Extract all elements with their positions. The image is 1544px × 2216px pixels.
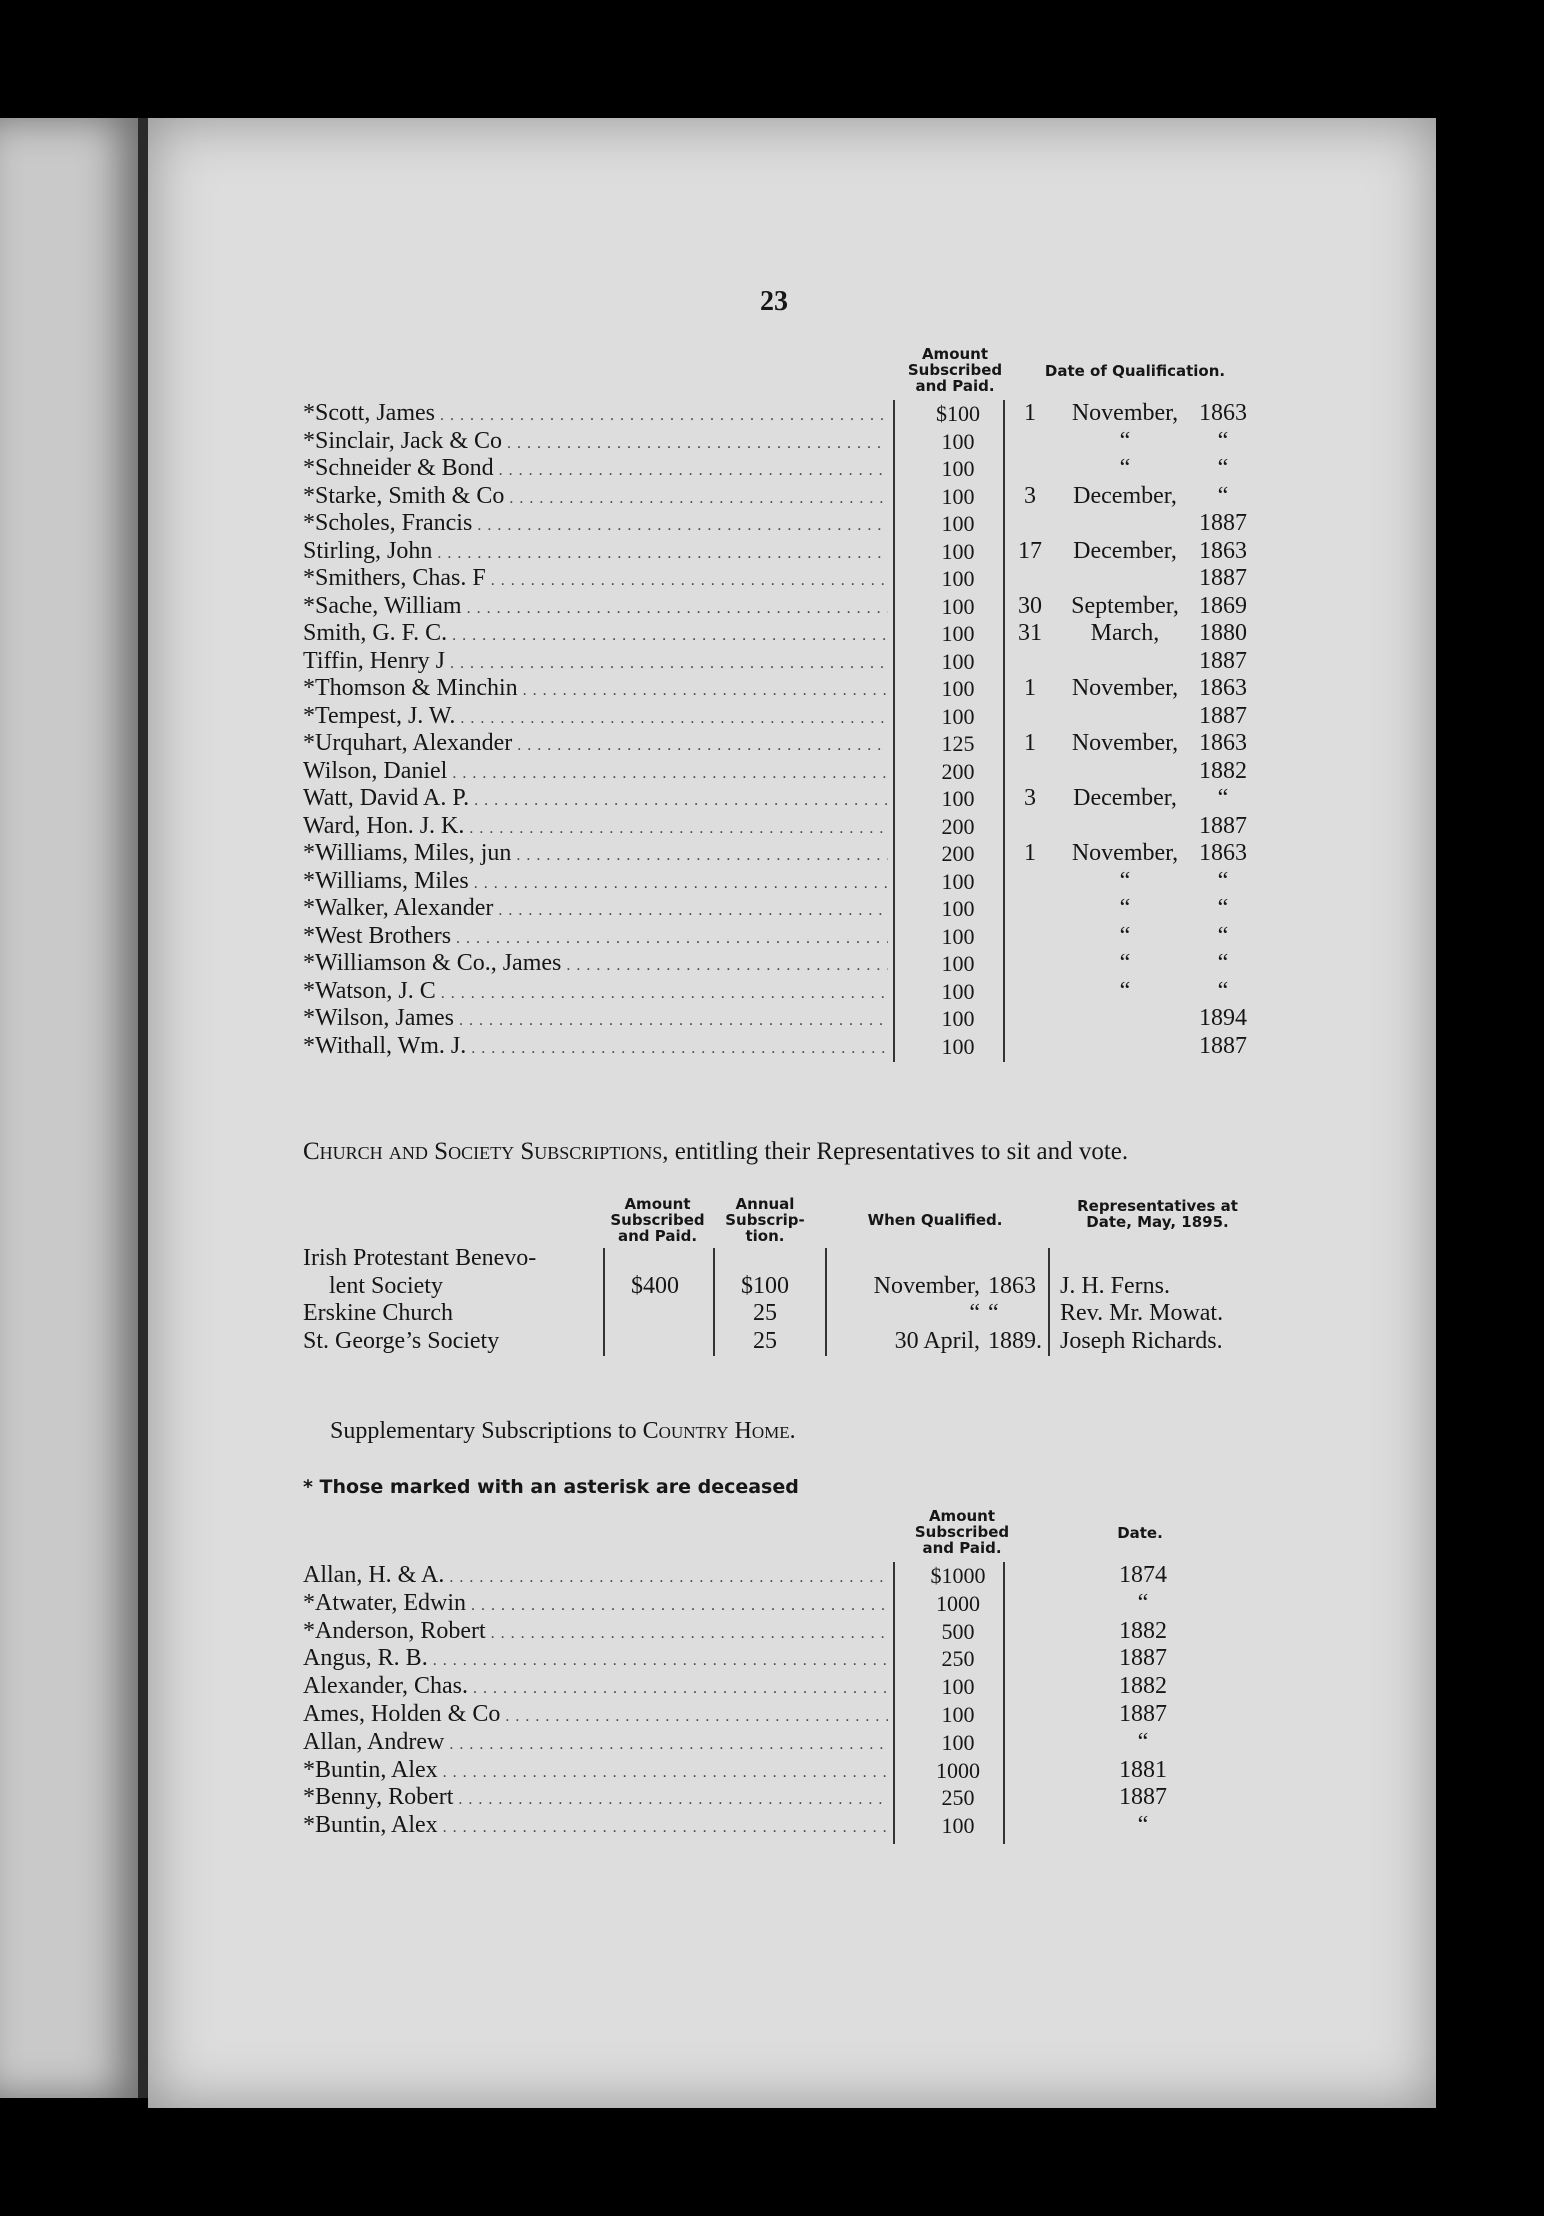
subscriber-name: *Scholes, Francis . . .: [303, 510, 888, 539]
subscriber-name: *Buntin, Alex . . .: [303, 1757, 888, 1786]
amount-value: 100: [941, 648, 975, 674]
subscriber-name: Stirling, John . . .: [303, 538, 888, 567]
when-qualified: November,: [873, 1272, 980, 1299]
subscription-date: “: [1137, 1728, 1149, 1755]
amount-value: 250: [941, 1646, 975, 1672]
subscriber-name: Smith, G. F. C. . . .: [303, 620, 888, 649]
qualification-month: “: [1119, 427, 1131, 454]
subscriber-name: *Buntin, Alex . . .: [303, 1812, 888, 1841]
table-row: [303, 593, 1253, 620]
church-annual-header: Annual Subscrip- tion.: [725, 1195, 805, 1245]
qualification-year: “: [1217, 895, 1229, 921]
table-row: [303, 620, 1253, 647]
amount-value: 200: [941, 758, 975, 784]
amount-value: 200: [941, 813, 975, 839]
amount-value: 100: [941, 951, 975, 976]
table-row: [303, 1562, 1253, 1589]
table-row: [303, 813, 1253, 840]
qualification-day: 17: [1018, 537, 1042, 564]
qualification-month: “: [1119, 867, 1131, 894]
subscriber-name: *Sache, William . . .: [303, 593, 888, 622]
table-row: [303, 1033, 1253, 1060]
subscriber-name: Allan, Andrew . . .: [303, 1729, 888, 1758]
when-qualified-year: “: [988, 1300, 999, 1326]
table-row: [303, 1005, 1253, 1032]
subscriber-name: *Sinclair, Jack & Co . . .: [303, 428, 888, 457]
subscriber-name: *Thomson & Minchin . . .: [303, 675, 888, 704]
facing-page-edge: [0, 118, 140, 2098]
table-row: [303, 400, 1253, 427]
amount-value: 100: [941, 703, 975, 729]
qualification-day: 1: [1024, 840, 1036, 866]
church-amount-header: Amount Subscribed and Paid.: [610, 1195, 705, 1245]
society-annual: 25: [753, 1327, 777, 1354]
table-row: [303, 950, 1253, 977]
subscriber-name: Watt, David A. P. . . .: [303, 785, 888, 814]
amount-value: 100: [941, 566, 975, 591]
subscriber-name: *Schneider & Bond . . .: [303, 455, 888, 484]
qualification-day: 30: [1018, 592, 1042, 619]
society-amount: $400: [631, 1272, 679, 1299]
qualification-year: 1863: [1199, 730, 1247, 756]
qualification-year: 1863: [1199, 537, 1247, 564]
society-name: Erskine Church: [303, 1300, 453, 1326]
qualification-year: “: [1217, 482, 1229, 509]
subscriber-name: *Withall, Wm. J. . . .: [303, 1033, 888, 1062]
subscription-date: 1881: [1119, 1756, 1167, 1783]
qualification-year: 1863: [1199, 675, 1247, 701]
table-row: [303, 675, 1253, 702]
subscriber-name: Alexander, Chas. . . .: [303, 1673, 888, 1702]
qualification-year: 1887: [1199, 702, 1247, 729]
church-reps-header: Representatives at Date, May, 1895.: [1077, 1197, 1238, 1231]
society-annual: $100: [741, 1272, 789, 1299]
table-row: [303, 1673, 1253, 1700]
subscriber-name: *Starke, Smith & Co . . .: [303, 483, 888, 512]
qualification-month: “: [1119, 455, 1131, 481]
supp-amount-header: Amount Subscribed and Paid.: [914, 1507, 1010, 1557]
date-column-header: Date of Qualification.: [1044, 362, 1226, 380]
church-section-title-caps: Church and Society Subscriptions,: [303, 1138, 669, 1165]
table-row: [303, 895, 1253, 922]
qualification-year: 1882: [1199, 757, 1247, 784]
qualification-year: 1880: [1199, 620, 1247, 646]
church-when-header: When Qualified.: [867, 1211, 1003, 1229]
subscriber-name: *Urquhart, Alexander . . .: [303, 730, 888, 759]
qualification-month: November,: [1071, 675, 1179, 701]
representative: Rev. Mr. Mowat.: [1060, 1300, 1224, 1326]
table-row: [303, 510, 1253, 537]
subscriber-name: *Walker, Alexander . . .: [303, 895, 888, 924]
table-row: [303, 1757, 1253, 1784]
qualification-month: “: [1119, 922, 1131, 949]
table-row: [303, 923, 1253, 950]
table-row: [303, 730, 1253, 757]
qualification-day: 1: [1024, 400, 1036, 426]
qualification-year: 1887: [1199, 1032, 1247, 1059]
amount-value: 1000: [936, 1590, 980, 1616]
subscriber-name: Wilson, Daniel . . .: [303, 758, 888, 787]
amount-value: 100: [941, 676, 975, 701]
when-qualified-year: 1889.: [988, 1327, 1042, 1354]
subscriber-name: *Williams, Miles, jun . . .: [303, 840, 888, 869]
amount-value: 100: [941, 1674, 975, 1700]
qualification-month: December,: [1073, 785, 1177, 811]
subscription-date: 1882: [1119, 1617, 1167, 1644]
qualification-month: November,: [1071, 840, 1179, 866]
subscription-date: “: [1137, 1589, 1149, 1616]
amount-value: 100: [941, 621, 975, 646]
when-qualified: “: [969, 1300, 980, 1326]
qualification-year: 1887: [1199, 510, 1247, 536]
amount-value: 100: [941, 1729, 975, 1755]
amount-value: 100: [941, 978, 975, 1004]
qualification-month: November,: [1071, 400, 1179, 426]
subscriber-name: *West Brothers . . .: [303, 923, 888, 952]
table-row: [303, 1299, 1253, 1327]
subscription-date: 1887: [1119, 1701, 1167, 1727]
amount-value: 100: [941, 483, 975, 509]
qualification-month: “: [1119, 950, 1131, 976]
amount-value: 100: [941, 1033, 975, 1059]
qualification-year: 1887: [1199, 647, 1247, 674]
qualification-month: March,: [1090, 620, 1160, 646]
qualification-month: “: [1119, 895, 1131, 921]
table-row: [303, 1812, 1253, 1839]
amount-value: $1000: [930, 1563, 986, 1588]
qualification-year: 1887: [1199, 565, 1247, 591]
amount-value: 100: [941, 786, 975, 811]
qualification-year: 1869: [1199, 592, 1247, 619]
qualification-year: 1887: [1199, 812, 1247, 839]
subscriber-name: Allan, H. & A. . . .: [303, 1562, 888, 1591]
table-row: [303, 1645, 1253, 1672]
table-row: [303, 1327, 1253, 1355]
amount-value: 100: [941, 593, 975, 619]
qualification-year: 1863: [1199, 400, 1247, 426]
table-row: [303, 538, 1253, 565]
amount-value: 250: [941, 1785, 975, 1811]
church-section-title: [303, 1138, 1128, 1166]
subscription-date: 1887: [1119, 1784, 1167, 1811]
qualification-year: “: [1217, 977, 1229, 1004]
subscriber-name: Tiffin, Henry J . . .: [303, 648, 888, 677]
qualification-year: 1894: [1199, 1005, 1247, 1031]
table-row: [303, 1590, 1253, 1617]
amount-value: 100: [941, 868, 975, 894]
supplementary-title: [330, 1418, 796, 1445]
society-name: St. George’s Society: [303, 1327, 500, 1354]
qualification-year: “: [1217, 455, 1229, 481]
table-row: [303, 483, 1253, 510]
table-row: [303, 648, 1253, 675]
subscription-date: 1882: [1119, 1673, 1167, 1700]
qualification-day: 31: [1018, 620, 1042, 646]
table-row: [303, 1272, 1253, 1300]
society-name: Irish Protestant Benevo-: [303, 1245, 537, 1271]
qualification-day: 1: [1024, 730, 1036, 756]
table-row: [303, 455, 1253, 482]
subscriber-name: *Smithers, Chas. F . . .: [303, 565, 888, 594]
when-qualified-year: 1863: [988, 1272, 1036, 1299]
subscriber-name: *Scott, James . . .: [303, 400, 888, 429]
representative: J. H. Ferns.: [1060, 1272, 1171, 1299]
amount-value: 100: [941, 923, 975, 949]
qualification-year: “: [1217, 922, 1229, 949]
subscriber-name: Angus, R. B. . . .: [303, 1645, 888, 1674]
table-row: [303, 1244, 1253, 1272]
subscriber-name: *Watson, J. C . . .: [303, 978, 888, 1007]
table-row: [303, 1618, 1253, 1645]
amount-value: 100: [941, 511, 975, 536]
qualification-month: December,: [1073, 537, 1177, 564]
amount-value: 125: [941, 731, 975, 756]
table-row: [303, 1729, 1253, 1756]
amount-column-header: Amount Subscribed and Paid.: [907, 345, 1003, 395]
page-number: 23: [760, 286, 788, 317]
subscription-date: 1887: [1119, 1645, 1167, 1672]
table-row: [303, 978, 1253, 1005]
when-qualified: 30 April,: [894, 1327, 980, 1354]
representative: Joseph Richards.: [1060, 1327, 1223, 1354]
qualification-month: September,: [1071, 592, 1179, 619]
amount-value: $100: [936, 401, 980, 426]
qualification-year: “: [1217, 785, 1229, 811]
deceased-note: * Those marked with an asterisk are deceased: [303, 1476, 799, 1498]
amount-value: 100: [941, 1006, 975, 1031]
subscriber-name: *Williams, Miles . . .: [303, 868, 888, 897]
subscriber-name: *Wilson, James . . .: [303, 1005, 888, 1034]
table-row: [303, 565, 1253, 592]
subscription-date: 1874: [1119, 1562, 1167, 1588]
qualification-year: “: [1217, 867, 1229, 894]
qualification-month: December,: [1073, 482, 1177, 509]
subscriber-name: *Tempest, J. W. . . .: [303, 703, 888, 732]
qualification-year: “: [1217, 427, 1229, 454]
society-annual: 25: [753, 1300, 777, 1326]
amount-value: 100: [941, 428, 975, 454]
qualification-day: 3: [1024, 785, 1036, 811]
subscriber-name: *Atwater, Edwin . . .: [303, 1590, 888, 1619]
amount-value: 500: [941, 1618, 975, 1644]
supplementary-title-text: Supplementary Subscriptions to: [330, 1418, 637, 1444]
amount-value: 100: [941, 538, 975, 564]
qualification-year: 1863: [1199, 840, 1247, 866]
amount-value: 100: [941, 1813, 975, 1839]
qualification-day: 1: [1024, 675, 1036, 701]
subscriber-name: Ward, Hon. J. K. . . .: [303, 813, 888, 842]
subscriber-name: *Williamson & Co., James . . .: [303, 950, 888, 979]
supplementary-title-caps: Country Home.: [642, 1418, 796, 1444]
supp-date-header: Date.: [1117, 1524, 1163, 1542]
amount-value: 100: [941, 1702, 975, 1727]
table-row: [303, 840, 1253, 867]
qualification-month: November,: [1071, 730, 1179, 756]
qualification-year: “: [1217, 950, 1229, 976]
table-row: [303, 1784, 1253, 1811]
amount-value: 200: [941, 841, 975, 866]
amount-value: 100: [941, 456, 975, 481]
table-row: [303, 868, 1253, 895]
society-name: lent Society: [329, 1272, 443, 1299]
table-row: [303, 1701, 1253, 1728]
church-section-title-rest: entitling their Representatives to sit and vote.: [674, 1138, 1129, 1165]
subscriber-name: Ames, Holden & Co . . .: [303, 1701, 888, 1730]
amount-value: 1000: [936, 1757, 980, 1783]
table-row: [303, 703, 1253, 730]
qualification-month: “: [1119, 977, 1131, 1004]
amount-value: 100: [941, 896, 975, 921]
qualification-day: 3: [1024, 482, 1036, 509]
subscription-date: “: [1137, 1812, 1149, 1839]
table-row: [303, 758, 1253, 785]
subscriber-name: *Benny, Robert . . .: [303, 1784, 888, 1813]
subscriber-name: *Anderson, Robert . . .: [303, 1618, 888, 1647]
table-row: [303, 428, 1253, 455]
table-row: [303, 785, 1253, 812]
